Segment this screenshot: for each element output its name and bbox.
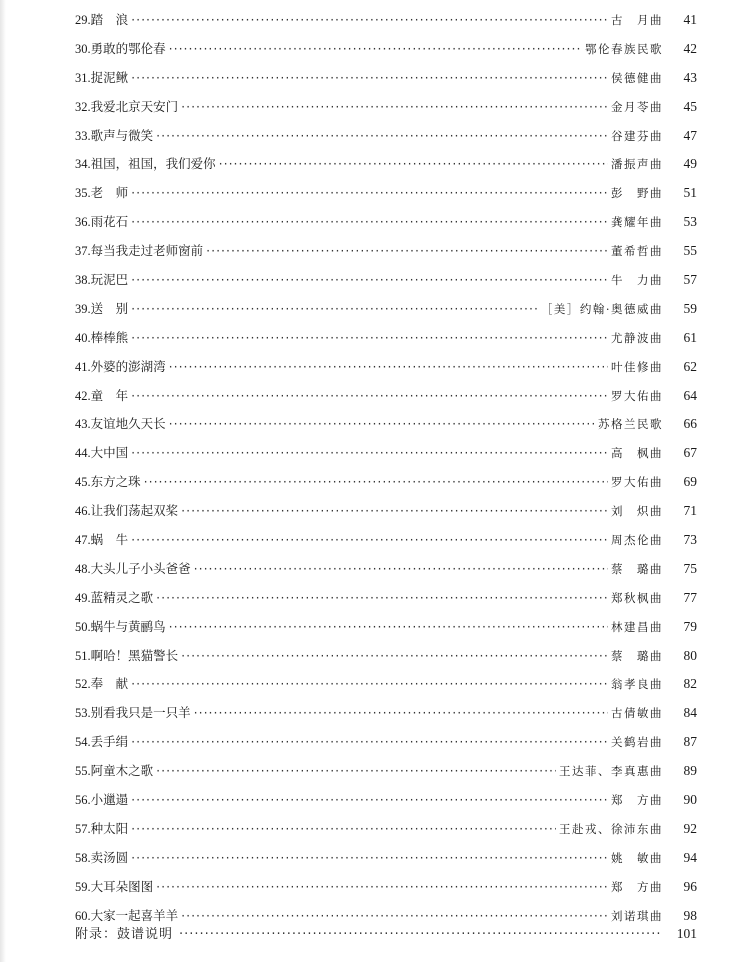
page-number: 62 (683, 358, 697, 374)
composer-credit: 蔡 璐曲 (611, 561, 663, 576)
entry-number: 30. (75, 41, 91, 56)
song-title: 啊哈！黑猫警长 (90, 647, 179, 663)
dot-leader (131, 208, 608, 237)
entry-number: 38. (75, 273, 91, 288)
dot-leader (156, 122, 608, 151)
composer-credit: 王达菲、李真惠曲 (559, 764, 663, 779)
song-title: 大家一起喜羊羊 (90, 907, 179, 923)
song-title: 丢手绢 (90, 734, 129, 750)
dot-leader (181, 93, 608, 122)
dot-leader (131, 382, 608, 411)
page-edge-shadow (0, 0, 6, 962)
page-number: 98 (683, 907, 697, 923)
composer-credit: 林建昌曲 (611, 619, 663, 634)
entry-number: 44. (75, 446, 91, 461)
dot-leader (206, 237, 608, 266)
page-number: 61 (683, 329, 697, 345)
composer-credit: 蔡 璐曲 (611, 648, 663, 663)
entry-number: 41. (75, 359, 91, 374)
entry-number: 50. (75, 619, 91, 634)
toc-entry[interactable] (75, 150, 697, 179)
toc-entry[interactable] (75, 873, 697, 902)
song-title: 老 师 (90, 185, 129, 201)
toc-entry[interactable] (75, 295, 697, 324)
song-title: 童 年 (90, 387, 129, 403)
dot-leader (179, 927, 660, 942)
page-number: 94 (683, 849, 697, 865)
page-number: 42 (683, 40, 697, 56)
dot-leader (144, 468, 608, 497)
dot-leader (194, 555, 608, 584)
toc-entry[interactable] (75, 64, 697, 93)
page-number: 53 (683, 214, 697, 230)
dot-leader (169, 35, 582, 64)
entry-number: 33. (75, 128, 91, 143)
page-number: 90 (683, 792, 697, 808)
page-number: 59 (683, 300, 697, 316)
song-title: 让我们荡起双桨 (90, 503, 179, 519)
composer-credit: 王赴戎、徐沛东曲 (559, 821, 663, 836)
toc-entry[interactable] (75, 122, 697, 151)
composer-credit: 龚耀年曲 (611, 215, 663, 230)
entry-number: 55. (75, 764, 91, 779)
entry-number: 58. (75, 850, 91, 865)
page-number: 82 (683, 676, 697, 692)
song-title: 蓝精灵之歌 (90, 589, 154, 605)
composer-credit: 牛 力曲 (611, 273, 663, 288)
composer-credit: 郑 方曲 (611, 793, 663, 808)
toc-entry[interactable] (75, 237, 697, 266)
composer-credit: 谷建芬曲 (611, 128, 663, 143)
composer-credit: 姚 敏曲 (611, 850, 663, 865)
page-number: 66 (683, 416, 697, 432)
song-title: 送 别 (90, 300, 129, 316)
entry-number: 60. (75, 908, 91, 923)
dot-leader (156, 584, 608, 613)
song-title: 别看我只是一只羊 (90, 705, 191, 721)
entry-number: 31. (75, 70, 91, 85)
composer-credit: 董希哲曲 (611, 244, 663, 259)
appendix-page-number: 101 (676, 926, 697, 941)
toc-entry[interactable] (75, 93, 697, 122)
dot-leader (131, 295, 538, 324)
page-number: 69 (683, 474, 697, 490)
song-title: 阿童木之歌 (90, 763, 154, 779)
toc-entry[interactable] (75, 584, 697, 613)
composer-credit: 鄂伦春族民歌 (585, 41, 663, 56)
composer-credit: 刘 炽曲 (611, 504, 663, 519)
toc-entry[interactable] (75, 670, 697, 699)
toc-entry[interactable] (75, 757, 697, 786)
composer-credit: 罗大佑曲 (611, 475, 663, 490)
song-title: 踏 浪 (90, 12, 129, 27)
song-title: 大头儿子小头爸爸 (90, 560, 191, 576)
toc-entry[interactable] (75, 179, 697, 208)
toc-entry[interactable] (75, 439, 697, 468)
composer-credit: 周杰伦曲 (611, 533, 663, 548)
composer-credit: 关鹤岩曲 (611, 735, 663, 750)
toc-entry[interactable] (75, 555, 697, 584)
entry-number: 48. (75, 561, 91, 576)
toc-entry[interactable] (75, 815, 697, 844)
entry-number: 53. (75, 706, 91, 721)
page-number: 57 (683, 272, 697, 288)
song-title: 我爱北京天安门 (90, 98, 179, 114)
toc-entry[interactable] (75, 6, 697, 35)
page-number: 67 (683, 445, 697, 461)
entry-number: 36. (75, 215, 91, 230)
page-number: 80 (683, 647, 697, 663)
song-title: 捉泥鳅 (90, 69, 129, 85)
toc-entry[interactable] (75, 642, 697, 671)
song-title: 大耳朵图图 (90, 878, 154, 894)
toc-entry[interactable] (75, 410, 697, 439)
page-number: 41 (683, 12, 697, 27)
page-number: 77 (683, 589, 697, 605)
song-title: 大中国 (90, 445, 129, 461)
composer-credit: 郑 方曲 (611, 879, 663, 894)
song-title: 玩泥巴 (90, 272, 129, 288)
dot-leader (131, 670, 608, 699)
entry-number: 29. (75, 13, 91, 27)
page-number: 51 (683, 185, 697, 201)
song-title: 祖国，祖国，我们爱你 (90, 156, 216, 172)
toc-entry[interactable] (75, 35, 697, 64)
toc-entry[interactable] (75, 613, 697, 642)
dot-leader (131, 179, 608, 208)
dot-leader (131, 844, 608, 873)
composer-credit: 潘振声曲 (611, 157, 663, 172)
song-title: 卖汤圆 (90, 849, 129, 865)
composer-credit: 翁孝良曲 (611, 677, 663, 692)
song-title: 外婆的澎湖湾 (90, 358, 166, 374)
entry-number: 57. (75, 821, 91, 836)
composer-credit: ［美］约翰·奥德威曲 (540, 301, 663, 316)
dot-leader (194, 699, 608, 728)
toc-entry[interactable] (75, 266, 697, 295)
entry-number: 56. (75, 793, 91, 808)
composer-credit: 叶佳修曲 (611, 359, 663, 374)
entry-number: 32. (75, 99, 91, 114)
page-number: 75 (683, 560, 697, 576)
entry-number: 49. (75, 590, 91, 605)
page-number: 47 (683, 127, 697, 143)
dot-leader (131, 786, 608, 815)
song-title: 蜗牛与黄鹂鸟 (90, 618, 166, 634)
page-number: 55 (683, 243, 697, 259)
composer-credit: 尤静波曲 (611, 330, 663, 345)
song-title: 东方之珠 (90, 474, 141, 490)
entry-number: 39. (75, 301, 91, 316)
composer-credit: 高 枫曲 (611, 446, 663, 461)
entry-number: 35. (75, 186, 91, 201)
toc-entry[interactable] (75, 844, 697, 873)
page-number: 79 (683, 618, 697, 634)
entry-number: 52. (75, 677, 91, 692)
toc-entry[interactable] (75, 353, 697, 382)
dot-leader (181, 497, 608, 526)
toc-entry[interactable] (75, 526, 697, 555)
song-title: 蜗 牛 (90, 532, 129, 548)
composer-credit: 古倩敏曲 (611, 706, 663, 721)
dot-leader (181, 642, 608, 671)
dot-leader (131, 64, 608, 93)
dot-leader (131, 728, 608, 757)
composer-credit: 彭 野曲 (611, 186, 663, 201)
dot-leader (131, 815, 556, 844)
dot-leader (131, 324, 608, 353)
composer-credit: 罗大佑曲 (611, 388, 663, 403)
entry-number: 51. (75, 648, 91, 663)
toc-entry[interactable] (75, 208, 697, 237)
entry-number: 54. (75, 735, 91, 750)
appendix-title: 附录：鼓谱说明 (75, 927, 174, 942)
toc-entry[interactable] (75, 728, 697, 757)
composer-credit: 古 月曲 (611, 13, 663, 27)
toc-entry[interactable] (75, 382, 697, 411)
dot-leader (156, 757, 556, 786)
page-number: 45 (683, 98, 697, 114)
page-number: 84 (683, 705, 697, 721)
page-number: 96 (683, 878, 697, 894)
page-number: 89 (683, 763, 697, 779)
toc-entry[interactable] (75, 497, 697, 526)
entry-number: 45. (75, 475, 91, 490)
toc-entry[interactable] (75, 786, 697, 815)
song-title: 奉 献 (90, 676, 129, 692)
composer-credit: 侯德健曲 (611, 70, 663, 85)
dot-leader (131, 266, 608, 295)
entry-number: 43. (75, 417, 91, 432)
dot-leader (169, 613, 608, 642)
dot-leader (131, 439, 608, 468)
composer-credit: 苏格兰民歌 (598, 417, 663, 432)
toc-entry[interactable] (75, 324, 697, 353)
toc-list (75, 6, 697, 931)
toc-entry[interactable] (75, 468, 697, 497)
entry-number: 42. (75, 388, 91, 403)
dot-leader (169, 410, 595, 439)
entry-number: 37. (75, 244, 91, 259)
dot-leader (169, 353, 608, 382)
song-title: 勇敢的鄂伦春 (90, 40, 166, 56)
entry-number: 59. (75, 879, 91, 894)
song-title: 歌声与微笑 (90, 127, 154, 143)
song-title: 种太阳 (90, 820, 129, 836)
toc-entry[interactable] (75, 699, 697, 728)
composer-credit: 刘诺琪曲 (611, 908, 663, 923)
composer-credit: 金月苓曲 (611, 99, 663, 114)
dot-leader (131, 6, 608, 35)
dot-leader (131, 526, 608, 555)
toc-appendix-entry[interactable] (75, 923, 697, 942)
song-title: 小邋遢 (90, 792, 129, 808)
entry-number: 47. (75, 533, 91, 548)
page-number: 71 (683, 503, 697, 519)
page-number: 49 (683, 156, 697, 172)
song-title: 友谊地久天长 (90, 416, 166, 432)
entry-number: 40. (75, 330, 91, 345)
song-title: 雨花石 (90, 214, 129, 230)
page-number: 64 (683, 387, 697, 403)
entry-number: 34. (75, 157, 91, 172)
dot-leader (219, 150, 608, 179)
page-number: 73 (683, 532, 697, 548)
page-number: 43 (683, 69, 697, 85)
song-title: 每当我走过老师窗前 (90, 243, 204, 259)
entry-number: 46. (75, 504, 91, 519)
composer-credit: 郑秋枫曲 (611, 590, 663, 605)
page-number: 87 (683, 734, 697, 750)
song-title: 棒棒熊 (90, 329, 129, 345)
page-number: 92 (683, 820, 697, 836)
dot-leader (156, 873, 608, 902)
